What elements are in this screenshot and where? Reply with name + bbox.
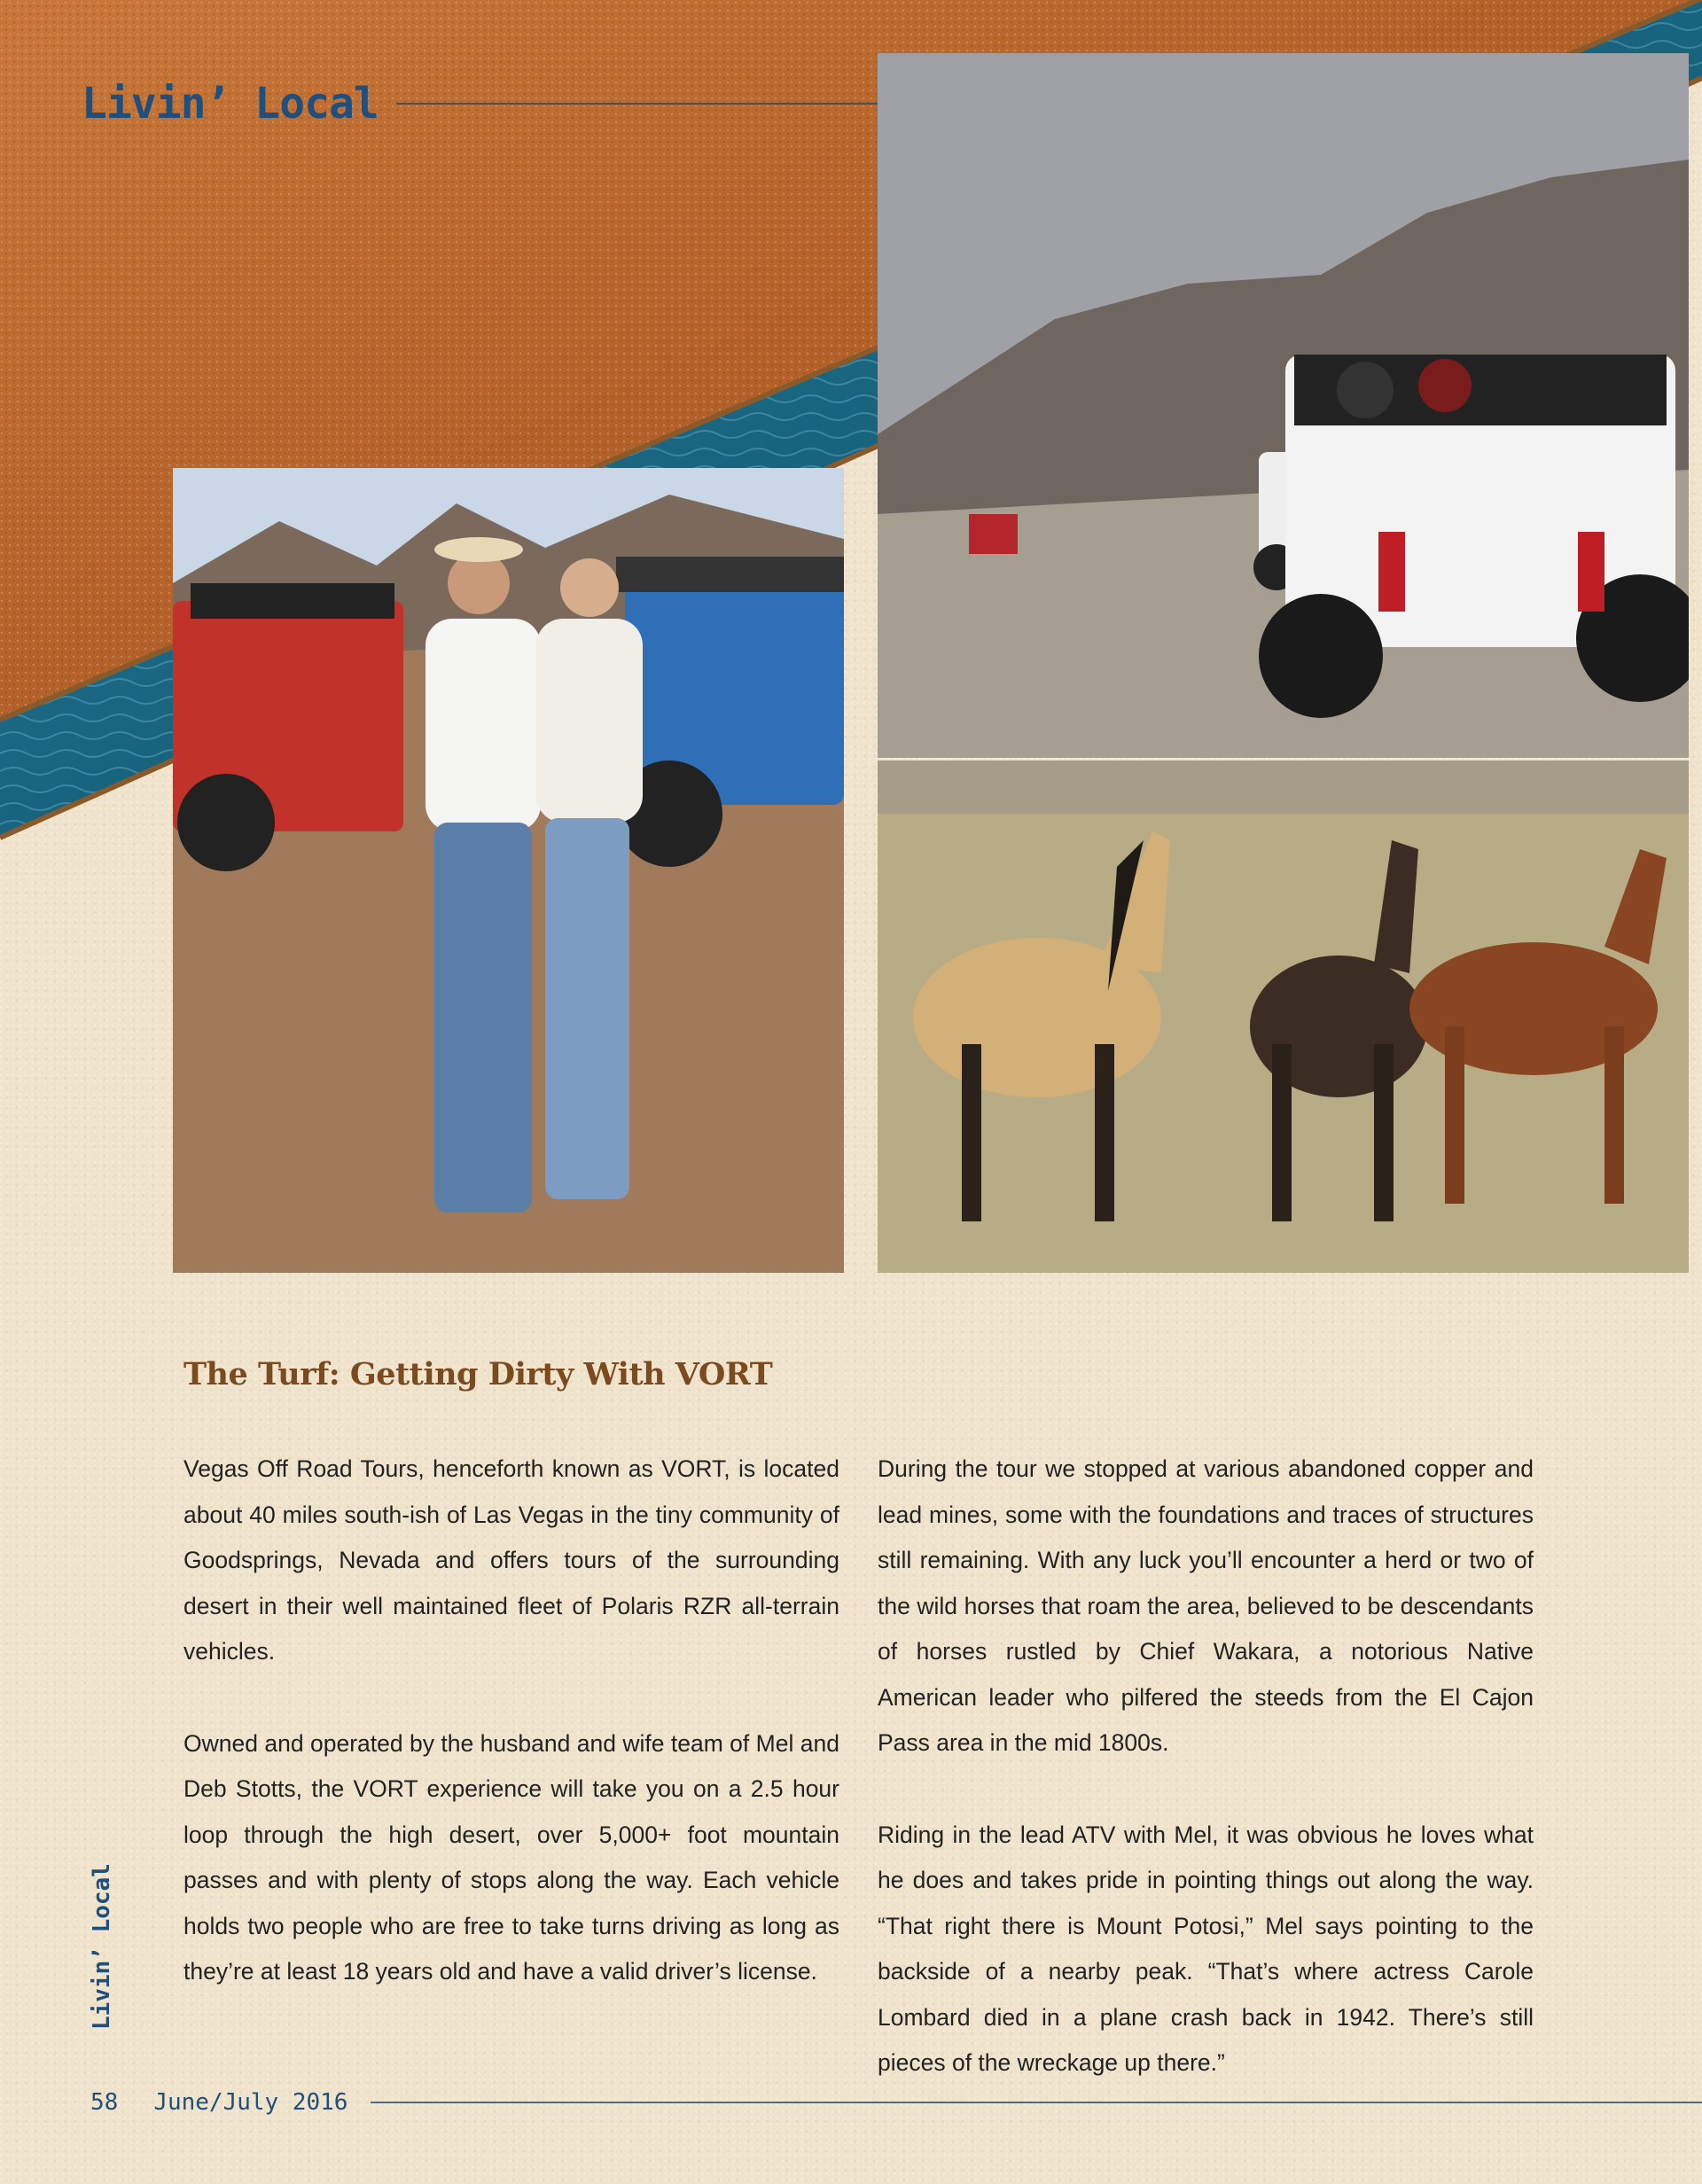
photo-owners-with-vehicles [173, 468, 844, 1273]
page-footer [90, 2085, 1702, 2120]
footer-rule [371, 2102, 1702, 2103]
article-column-left [183, 1447, 839, 2041]
photo-icon [878, 760, 1689, 1273]
section-header-title: Livin’ Local [82, 79, 379, 129]
photo-wild-horses [878, 760, 1689, 1273]
page-number: 58 [90, 2089, 119, 2116]
article-column-right [878, 1447, 1534, 2133]
photo-atv-convoy [878, 53, 1689, 758]
article-paragraph: During the tour we stopped at various abandoned copper and lead mines, some with the foundations and traces of structures still remaining. With any luck you’ll encounter a herd or two of the wild horses that roam the area, believed to be descendants of horses rustled by Chief Wakara, a notorious Native American leader who pilfered the steeds from the El Cajon Pass area in the mid 1800s. [878, 1455, 1534, 1756]
article-paragraph: Owned and operated by the husband and wife team of Mel and Deb Stotts, the VORT experience will take you on a 2.5 hour loop through the high desert, over 5,000+ foot mountain passes and with plenty of stops along the way. Each vehicle holds two people who are free to take turns driving as long as they’re at least 18 years old and have a valid driver’s license. [183, 1729, 839, 1985]
article-paragraph: Riding in the lead ATV with Mel, it was obvious he loves what he does and takes pride in pointing things out along the way. “That right there is Mount Potosi,” Mel says pointing to the backside of a nearby peak. “That’s where actress Carole Lombard died in a plane crash back in 1942. There’s still pieces of the wreckage up there.” [878, 1821, 1534, 2076]
photo-icon [173, 468, 844, 1273]
article-paragraph: Vegas Off Road Tours, henceforth known as VORT, is located about 40 miles south-ish of Las Vegas in the tiny community of Goodsprings, Nevada and offers tours of the surrounding desert in their well maintained fleet of Polaris RZR all-terrain vehicles. [183, 1455, 839, 1665]
sidebar-section-label: Livin’ Local [89, 1863, 115, 2030]
photo-icon [878, 53, 1689, 758]
issue-date: June/July 2016 [153, 2089, 348, 2116]
article-title: The Turf: Getting Dirty With VORT [183, 1356, 773, 1392]
